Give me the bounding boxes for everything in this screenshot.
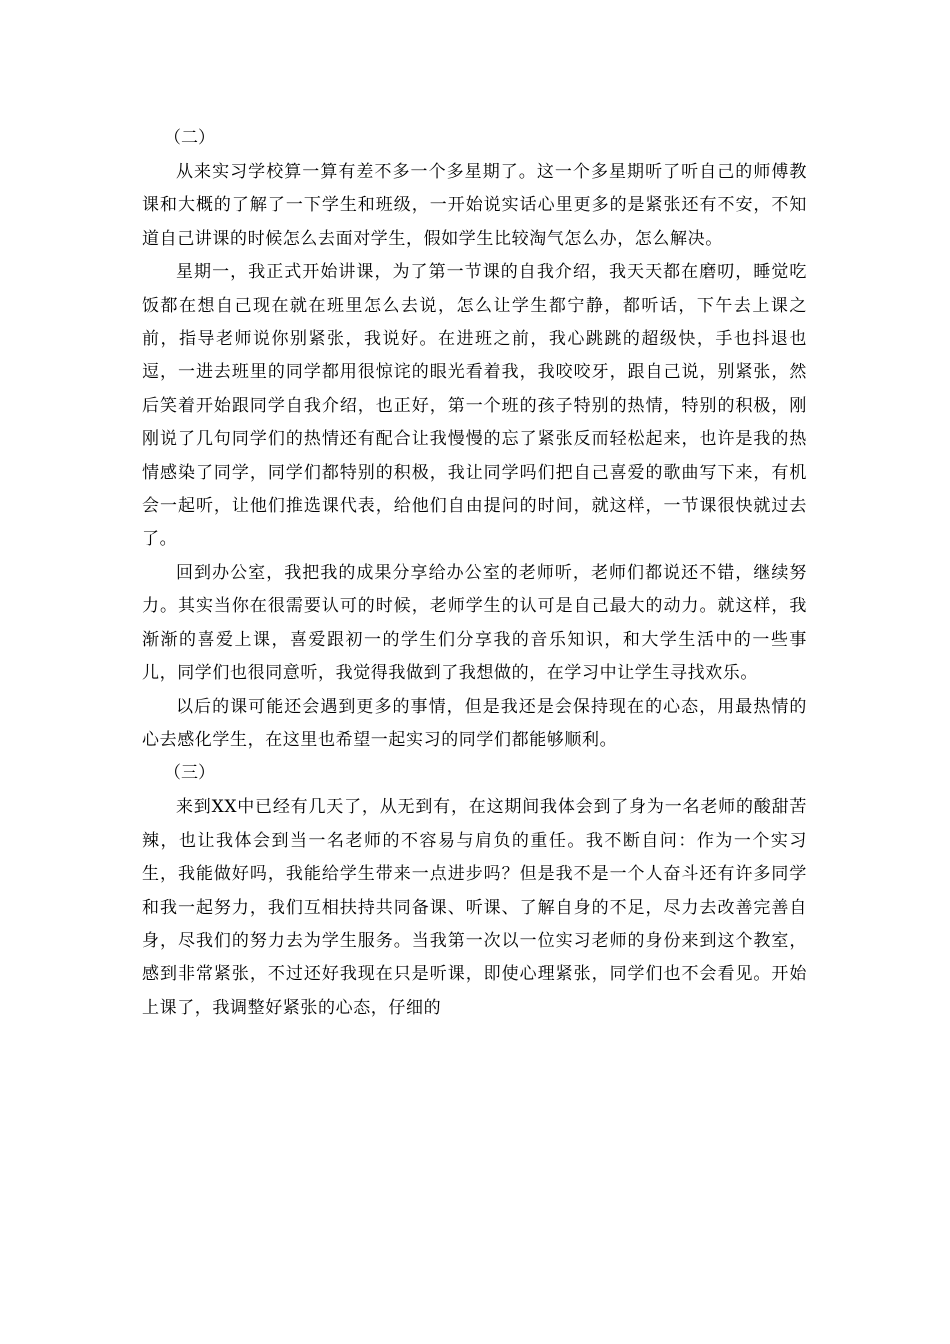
section-heading: （三） [164, 763, 215, 784]
paragraph: 从来实习学校算一算有差不多一个多星期了。这一个多星期听了听自己的师傅教课和大概的了解了一下学生和班级，一开始说实话心里更多的是紧张还有不安，不知道自己讲课的时候怎么去面对学生，假如学生比较淘气怎么办，怎么解决。 [142, 162, 807, 249]
section-heading: （二） [164, 128, 215, 148]
paragraph: 星期一，我正式开始讲课，为了第一节课的自我介绍，我天天都在磨叨，睡觉吃饭都在想自己现在就在班里怎么去说，怎么让学生都宁静，都听话，下午去上课之前，指导老师说你别紧张，我说好。在进班之前，我心跳跳的超级快，手也抖退也逗，一进去班里的同学都用很惊诧的眼光看着我，我咬咬牙，跟自己说，别紧张，然后笑着开始跟同学自我介绍，也正好，第一个班的孩子特别的热情，特别的积极，刚刚说了几句同学们的热情还有配合让我慢慢的忘了紧张反而轻松起来，也许是我的热情感染了同学，同学们都特别的积极，我让同学吗们把自己喜爱的歌曲写下来，有机会一起听，让他们推选课代表，给他们自由提问的时间，就这样，一节课很快就过去了。 [142, 262, 807, 550]
document-body [142, 122, 807, 1025]
paragraph: 以后的课可能还会遇到更多的事情，但是我还是会保持现在的心态，用最热情的心去感化学生，在这里也希望一起实习的同学们都能够顺利。 [142, 696, 807, 750]
section-two [142, 122, 807, 757]
paragraph: 来到XX中已经有几天了，从无到有，在这期间我体会到了身为一名老师的酸甜苦辣，也让我体会到当一名老师的不容易与肩负的重任。我不断自问：作为一个实习生，我能做好吗，我能给学生带来一点进步吗？但是我不是一个人奋斗还有许多同学和我一起努力，我们互相扶持共同备课、听课、了解自身的不足，尽力去改善完善自身，尽我们的努力去为学生服务。当我第一次以一位实习老师的身份来到这个教室，感到非常紧张，不过还好我现在只是听课，即使心理紧张，同学们也不会看见。开始上课了，我调整好紧张的心态，仔细的 [142, 797, 807, 1018]
section-three [142, 757, 807, 1025]
paragraph: 回到办公室，我把我的成果分享给办公室的老师听，老师们都说还不错，继续努力。其实当你在很需要认可的时候，老师学生的认可是自己最大的动力。就这样，我渐渐的喜爱上课，喜爱跟初一的学生们分享我的音乐知识，和大学生活中的一些事儿，同学们也很同意听，我觉得我做到了我想做的，在学习中让学生寻找欢乐。 [142, 562, 807, 684]
